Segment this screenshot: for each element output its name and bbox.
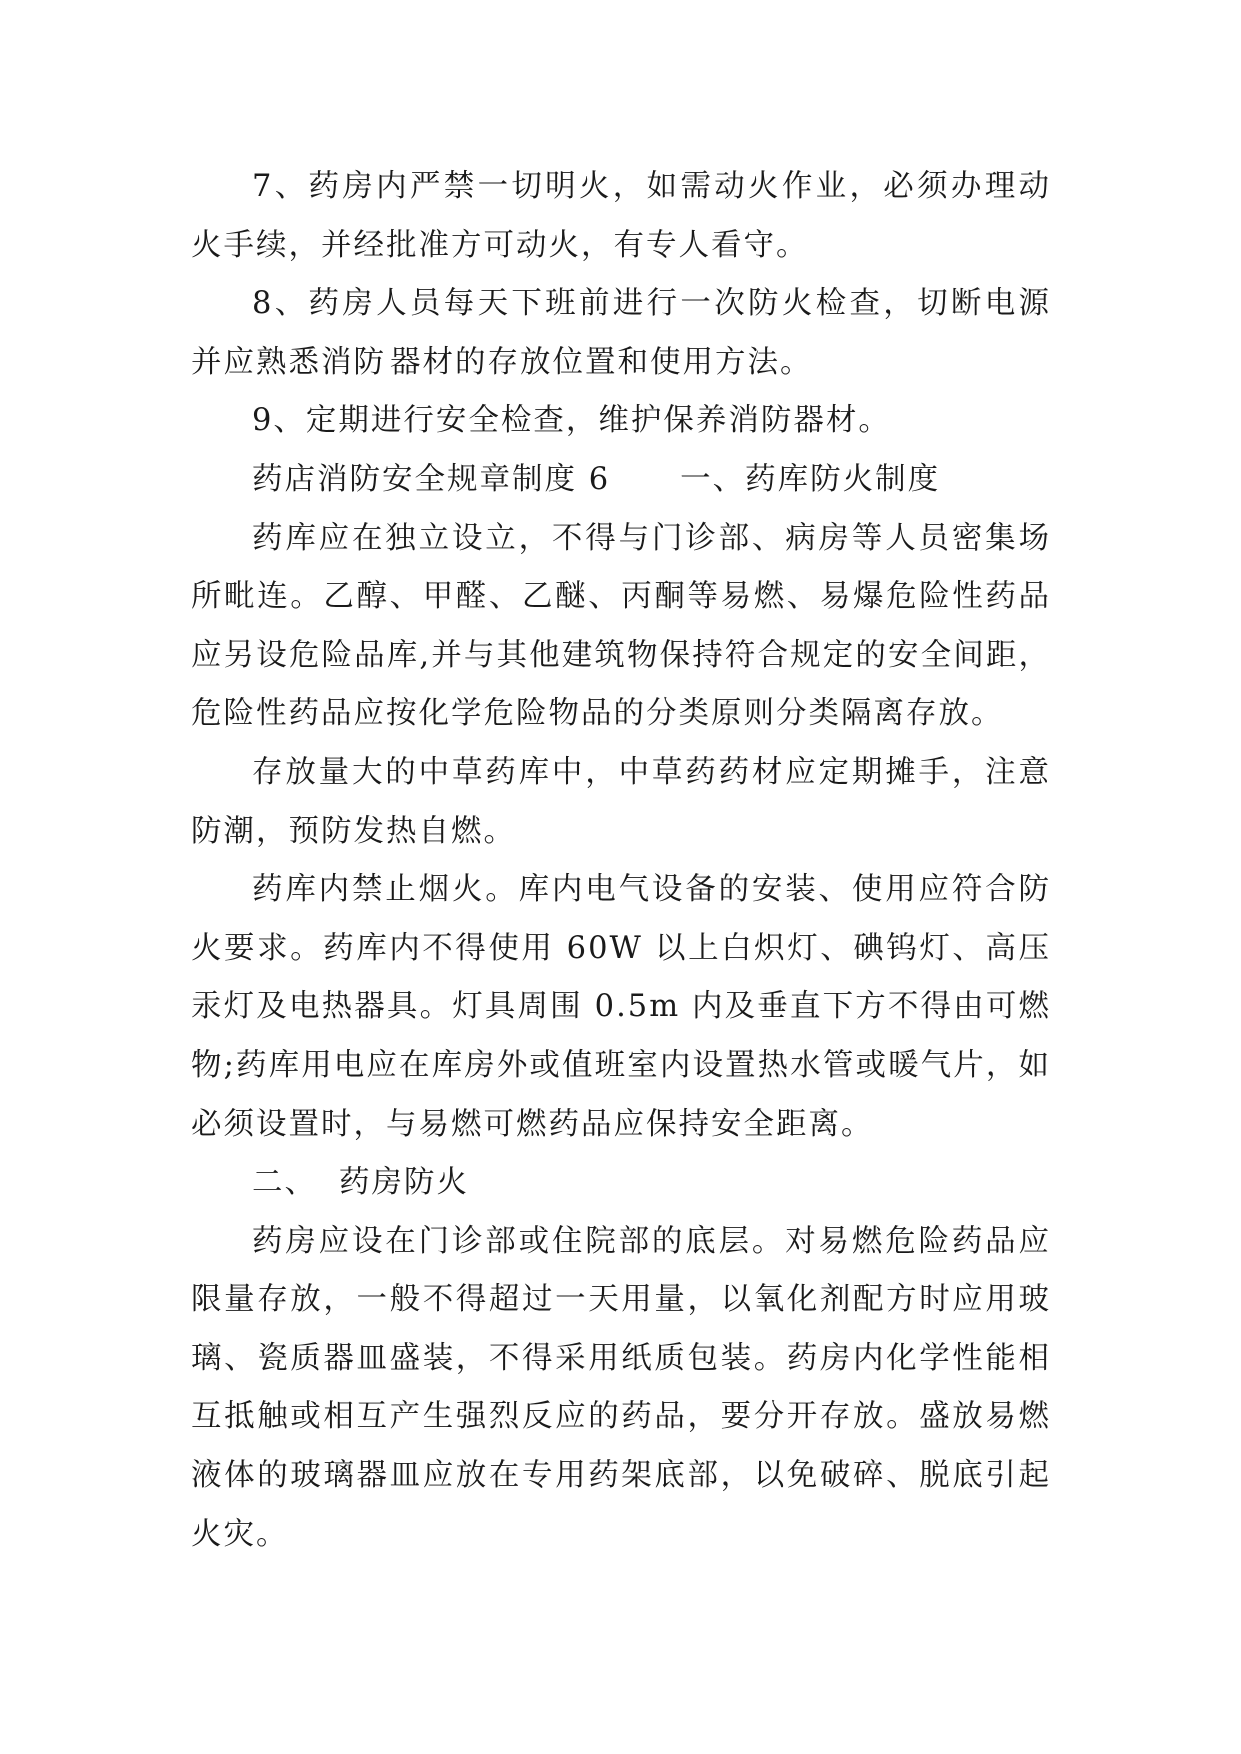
- section-2-heading: [191, 1154, 1051, 1213]
- paragraph-warehouse-3: 药库内禁止烟火。库内电气设备的安装、使用应符合防火要求。药库内不得使用 60W 以上白炽灯、碘钨灯、高压汞灯及电热器具。灯具周围 0.5m 内及垂直下方不得由可燃物;药库用电应在库房外或值班室内设置热水管或暖气片，如必须设置时，与易燃可燃药品应保持安全距离。: [191, 872, 1051, 1142]
- paragraph-8: [191, 275, 1051, 392]
- section-heading-line: [191, 451, 1051, 510]
- section-1-title: 一、药库防火制度: [680, 461, 941, 497]
- paragraph-warehouse-2: 存放量大的中草药库中，中草药药材应定期摊手，注意防潮，预防发热自燃。: [191, 754, 1051, 849]
- paragraph-7: 7、药房内严禁一切明火，如需动火作业，必须办理动火手续，并经批准方可动火，有专人看守。: [191, 169, 1051, 263]
- paragraph-8-part-2: 器材的存放位置和使用方法。: [390, 344, 813, 380]
- section-2-title: 药房防火: [339, 1165, 469, 1201]
- paragraph-8-part-1: 8、药房人员每天下班前进行一次防火检查，切断电源并应熟悉消防: [191, 286, 1051, 380]
- paragraph-9: 9、定期进行安全检查，维护保养消防器材。: [252, 403, 891, 439]
- document-body: [191, 158, 1051, 1564]
- document-title: 药店消防安全规章制度 6: [252, 461, 611, 497]
- section-2-number: 二、: [252, 1165, 317, 1201]
- paragraph-pharmacy-1: 药房应设在门诊部或住院部的底层。对易燃危险药品应限量存放，一般不得超过一天用量，以氧化剂配方时应用玻璃、瓷质器皿盛装，不得采用纸质包装。药房内化学性能相互抵触或相互产生强烈反应的药品，要分开存放。盛放易燃液体的玻璃器皿应放在专用药架底部，以免破碎、脱底引起火灾。: [191, 1223, 1051, 1552]
- paragraph-warehouse-1: 药库应在独立设立，不得与门诊部、病房等人员密集场所毗连。乙醇、甲醛、乙醚、丙酮等易燃、易爆危险性药品应另设危险品库,并与其他建筑物保持符合规定的安全间距，危险性药品应按化学危险物品的分类原则分类隔离存放。: [191, 520, 1051, 732]
